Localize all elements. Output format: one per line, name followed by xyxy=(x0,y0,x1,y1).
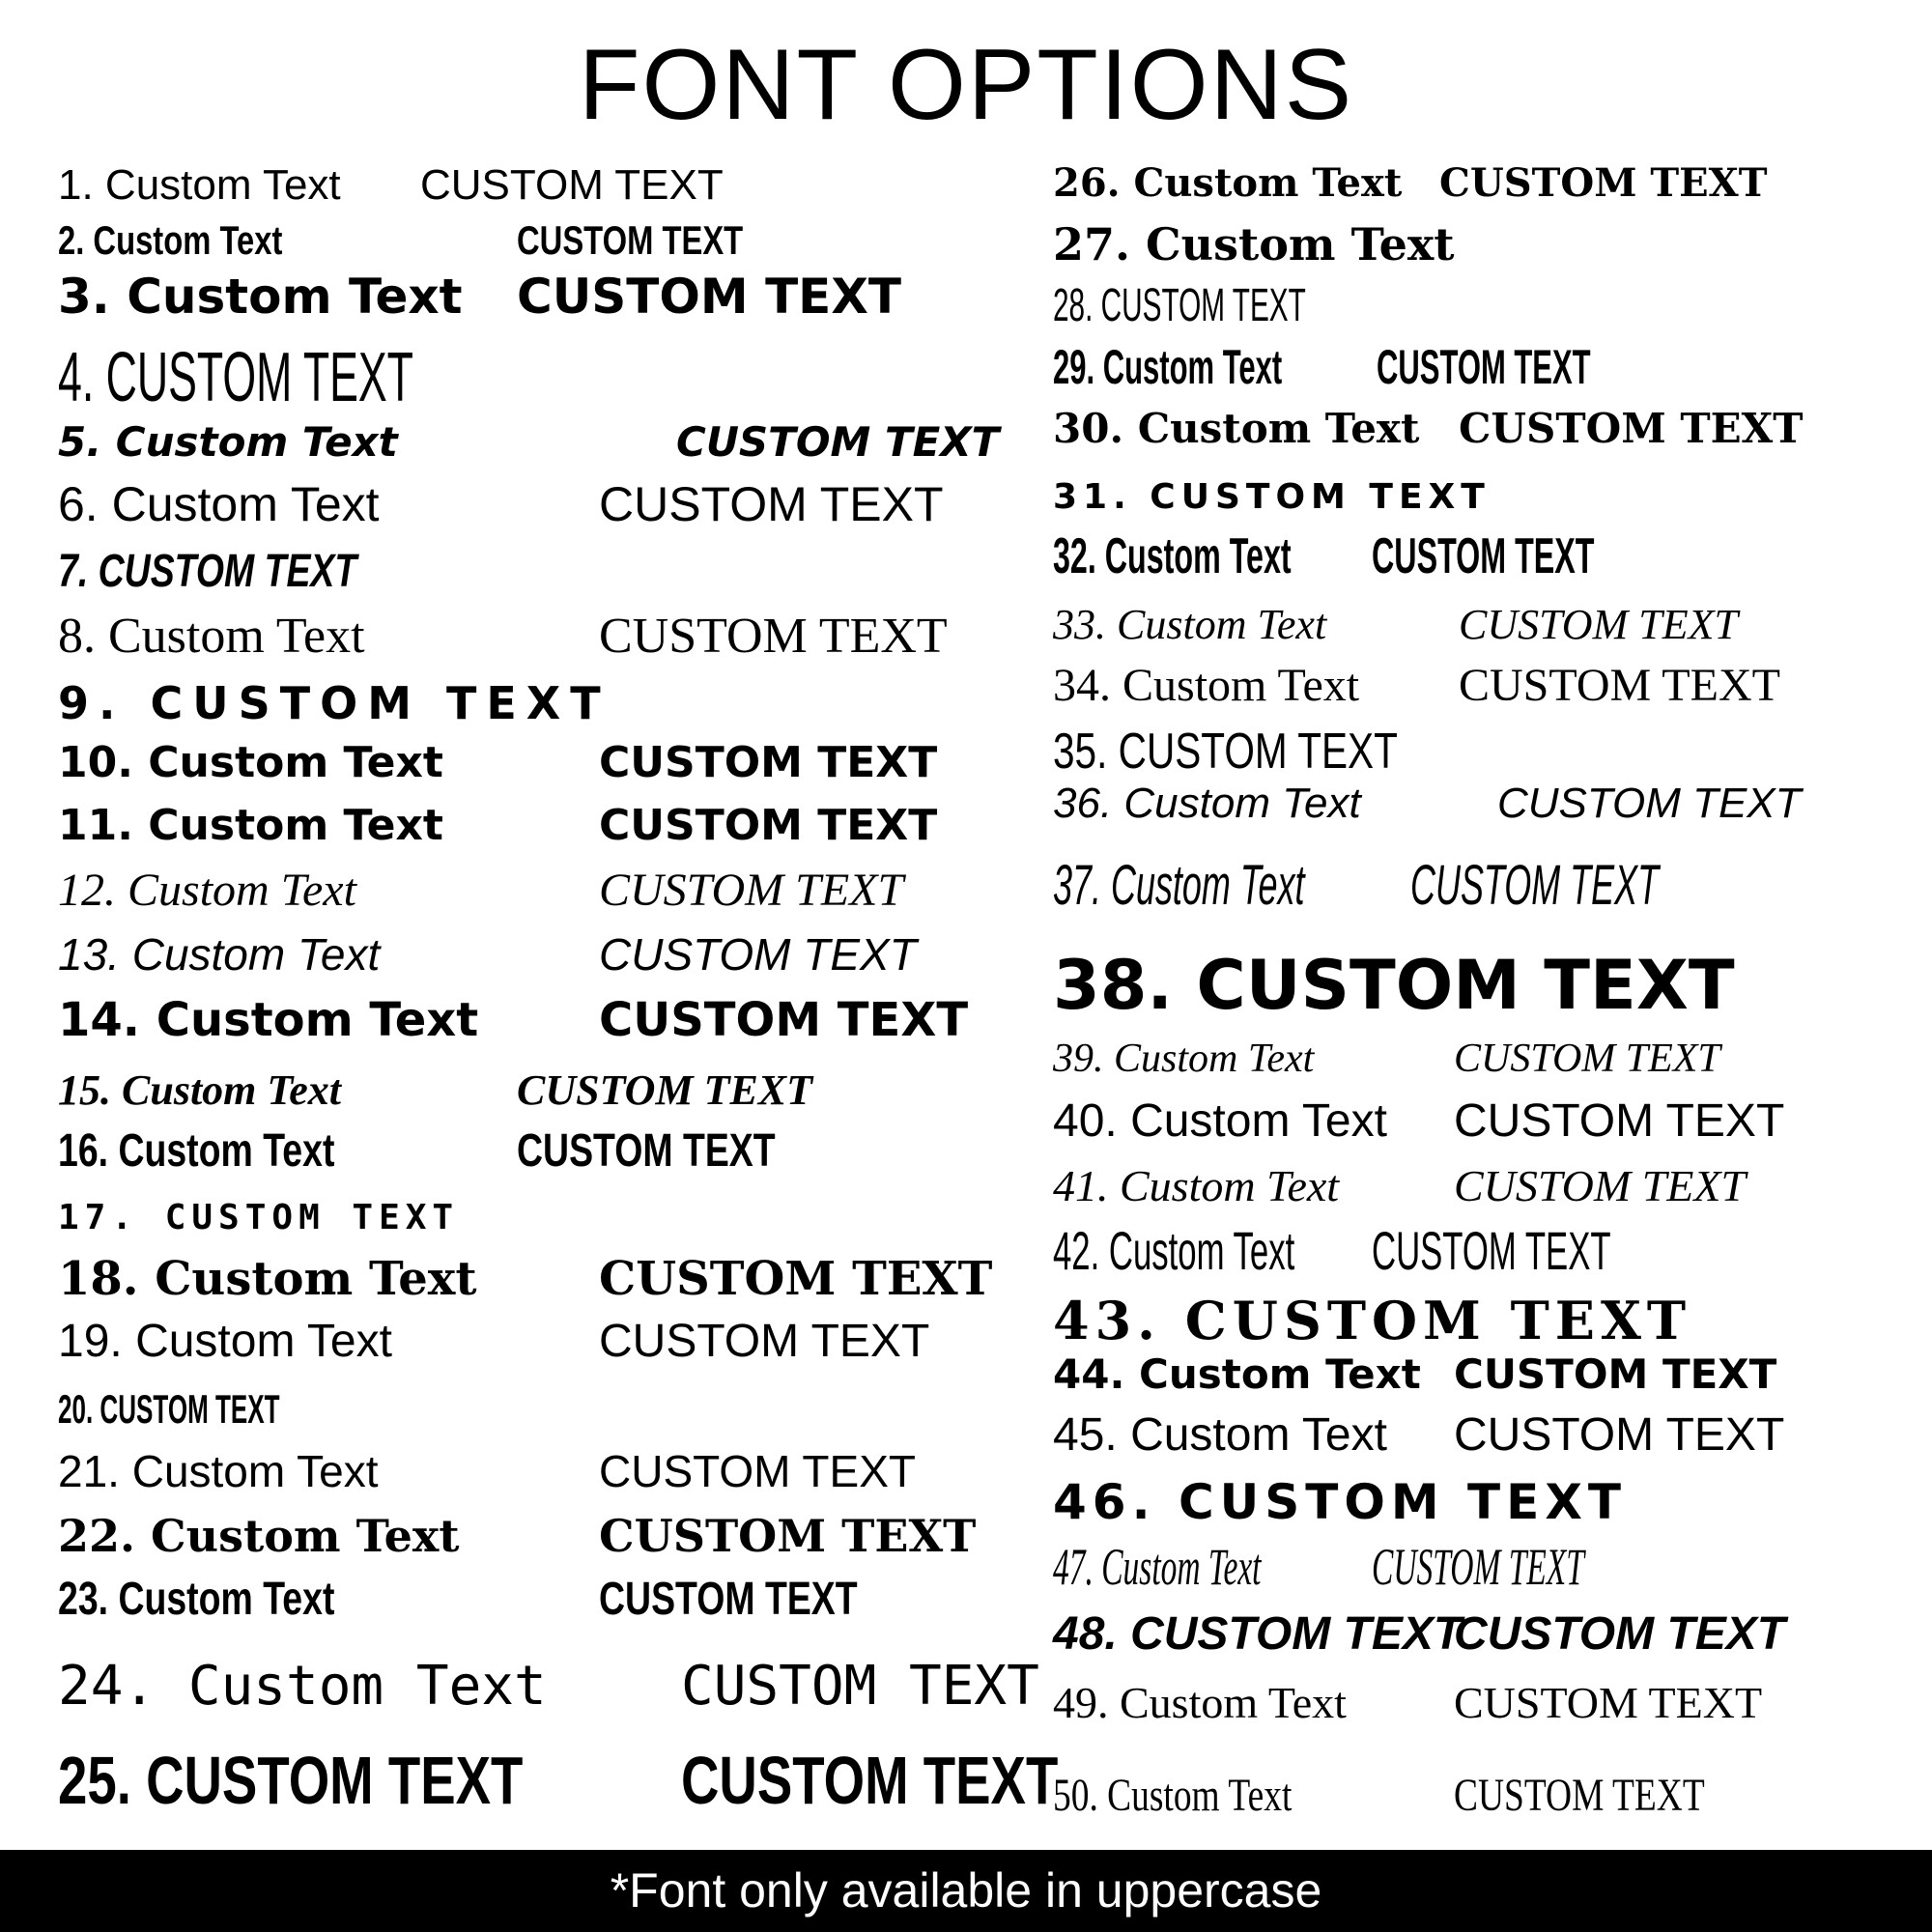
font-sample-uppercase: CUSTOM TEXT xyxy=(517,269,901,325)
font-sample-uppercase: CUSTOM TEXT xyxy=(681,1743,1059,1818)
font-sample-mixed: 41. Custom Text xyxy=(1053,1161,1340,1210)
font-sample-mixed: 15. Custom Text xyxy=(58,1066,341,1114)
font-sample-mixed: 5. Custom Text xyxy=(58,418,398,466)
font-sample-uppercase: CUSTOM TEXT xyxy=(599,1316,930,1367)
font-sample-mixed: 32. Custom Text xyxy=(1053,528,1292,584)
font-sample-mixed: 36. Custom Text xyxy=(1053,780,1361,827)
font-sample-mixed: 8. Custom Text xyxy=(58,609,365,664)
font-sample-mixed: 17. CUSTOM TEXT xyxy=(58,1198,460,1237)
font-sample-mixed: 28. CUSTOM TEXT xyxy=(1053,280,1306,331)
font-sample-uppercase: CUSTOM TEXT xyxy=(1454,1350,1777,1398)
font-sample-uppercase: CUSTOM TEXT xyxy=(1459,601,1738,648)
font-sample-uppercase: CUSTOM TEXT xyxy=(517,217,744,263)
font-sample-mixed: 37. Custom Text xyxy=(1053,854,1305,917)
font-sample-mixed: 4. CUSTOM TEXT xyxy=(58,339,413,416)
font-sample-mixed: 23. Custom Text xyxy=(58,1574,335,1625)
font-sample-uppercase: CUSTOM TEXT xyxy=(599,1252,993,1306)
font-sample-mixed: 24. Custom Text xyxy=(58,1655,547,1718)
font-sample-mixed: 9. CUSTOM TEXT xyxy=(58,677,611,729)
font-sample-uppercase: CUSTOM TEXT xyxy=(1410,854,1660,917)
font-sample-mixed: 13. Custom Text xyxy=(58,929,381,980)
font-sample-mixed: 45. Custom Text xyxy=(1053,1409,1387,1461)
font-sample-uppercase: CUSTOM TEXT xyxy=(599,609,948,664)
font-sample-uppercase: CUSTOM TEXT xyxy=(599,865,904,916)
font-sample-uppercase: CUSTOM TEXT xyxy=(420,161,724,209)
font-sample-mixed: 35. CUSTOM TEXT xyxy=(1053,724,1398,780)
font-sample-mixed: 18. Custom Text xyxy=(58,1252,477,1306)
font-sample-uppercase: CUSTOM TEXT xyxy=(1372,1538,1584,1596)
font-sample-mixed: 38. CUSTOM TEXT xyxy=(1053,946,1735,1025)
font-sample-mixed: 49. Custom Text xyxy=(1053,1678,1347,1727)
font-sample-uppercase: CUSTOM TEXT xyxy=(1454,1161,1747,1210)
font-sample-mixed: 46. CUSTOM TEXT xyxy=(1053,1474,1627,1530)
font-sample-mixed: 10. Custom Text xyxy=(58,738,443,787)
font-sample-uppercase: CUSTOM TEXT xyxy=(1459,660,1780,711)
font-sample-uppercase: CUSTOM TEXT xyxy=(1454,1770,1705,1821)
page-title: FONT OPTIONS xyxy=(578,29,1354,141)
font-sample-uppercase: CUSTOM TEXT xyxy=(599,477,944,531)
font-sample-uppercase: CUSTOM TEXT xyxy=(517,1066,813,1114)
footer-note: *Font only available in uppercase xyxy=(610,1863,1322,1918)
font-sample-mixed: 42. Custom Text xyxy=(1053,1220,1295,1281)
font-sample-mixed: 39. Custom Text xyxy=(1053,1037,1315,1081)
font-sample-mixed: 16. Custom Text xyxy=(58,1125,335,1177)
font-sample-mixed: 11. Custom Text xyxy=(58,801,443,850)
font-sample-uppercase: CUSTOM TEXT xyxy=(1459,405,1804,452)
font-sample-uppercase: CUSTOM TEXT xyxy=(1372,1220,1611,1281)
font-sample-mixed: 27. Custom Text xyxy=(1053,218,1455,270)
font-sample-mixed: 14. Custom Text xyxy=(58,993,479,1047)
font-sample-mixed: 7. CUSTOM TEXT xyxy=(58,546,357,597)
font-sample-uppercase: CUSTOM TEXT xyxy=(1454,1037,1720,1081)
font-sample-uppercase: CUSTOM TEXT xyxy=(1454,1678,1763,1727)
font-sample-mixed: 29. Custom Text xyxy=(1053,340,1283,394)
font-sample-uppercase: CUSTOM TEXT xyxy=(1377,340,1591,394)
font-sample-uppercase: CUSTOM TEXT xyxy=(1454,1608,1786,1660)
font-sample-mixed: 33. Custom Text xyxy=(1053,601,1327,648)
font-sample-mixed: 50. Custom Text xyxy=(1053,1770,1293,1821)
font-sample-uppercase: CUSTOM TEXT xyxy=(676,418,1000,466)
font-sample-mixed: 19. Custom Text xyxy=(58,1316,392,1367)
font-sample-uppercase: CUSTOM TEXT xyxy=(517,1125,776,1177)
font-sample-uppercase: CUSTOM TEXT xyxy=(1497,780,1802,827)
font-sample-mixed: 2. Custom Text xyxy=(58,217,283,263)
font-sample-uppercase: CUSTOM TEXT xyxy=(599,993,969,1047)
font-sample-mixed: 30. Custom Text xyxy=(1053,405,1420,452)
font-sample-uppercase: CUSTOM TEXT xyxy=(681,1655,1039,1718)
font-sample-mixed: 22. Custom Text xyxy=(58,1510,460,1562)
font-sample-mixed: 26. Custom Text xyxy=(1053,160,1403,206)
font-sample-mixed: 6. Custom Text xyxy=(58,477,380,531)
font-sample-mixed: 47. Custom Text xyxy=(1053,1538,1262,1596)
footer-bar xyxy=(0,1850,1932,1932)
font-sample-mixed: 43. CUSTOM TEXT xyxy=(1053,1290,1692,1351)
font-sample-uppercase: CUSTOM TEXT xyxy=(599,1446,916,1496)
font-sample-uppercase: CUSTOM TEXT xyxy=(1454,1095,1785,1147)
font-sample-uppercase: CUSTOM TEXT xyxy=(599,1574,858,1625)
font-sample-mixed: 34. Custom Text xyxy=(1053,660,1360,711)
font-sample-uppercase: CUSTOM TEXT xyxy=(599,1510,977,1562)
font-sample-uppercase: CUSTOM TEXT xyxy=(599,801,938,850)
font-sample-mixed: 48. CUSTOM TEXT xyxy=(1053,1608,1463,1660)
font-sample-uppercase: CUSTOM TEXT xyxy=(599,929,917,980)
font-sample-uppercase: CUSTOM TEXT xyxy=(1454,1409,1785,1461)
font-sample-mixed: 40. Custom Text xyxy=(1053,1095,1387,1147)
font-sample-mixed: 12. Custom Text xyxy=(58,865,356,916)
font-sample-uppercase: CUSTOM TEXT xyxy=(1439,160,1768,206)
font-sample-mixed: 21. Custom Text xyxy=(58,1446,379,1496)
font-sample-mixed: 31. CUSTOM TEXT xyxy=(1053,477,1491,517)
font-sample-uppercase: CUSTOM TEXT xyxy=(1372,528,1595,584)
font-sample-mixed: 25. CUSTOM TEXT xyxy=(58,1743,524,1818)
font-sample-uppercase: CUSTOM TEXT xyxy=(599,738,938,787)
font-sample-mixed: 44. Custom Text xyxy=(1053,1350,1421,1398)
font-sample-mixed: 3. Custom Text xyxy=(58,269,463,325)
font-sample-mixed: 20. CUSTOM TEXT xyxy=(58,1386,280,1432)
font-sample-mixed: 1. Custom Text xyxy=(58,161,341,209)
